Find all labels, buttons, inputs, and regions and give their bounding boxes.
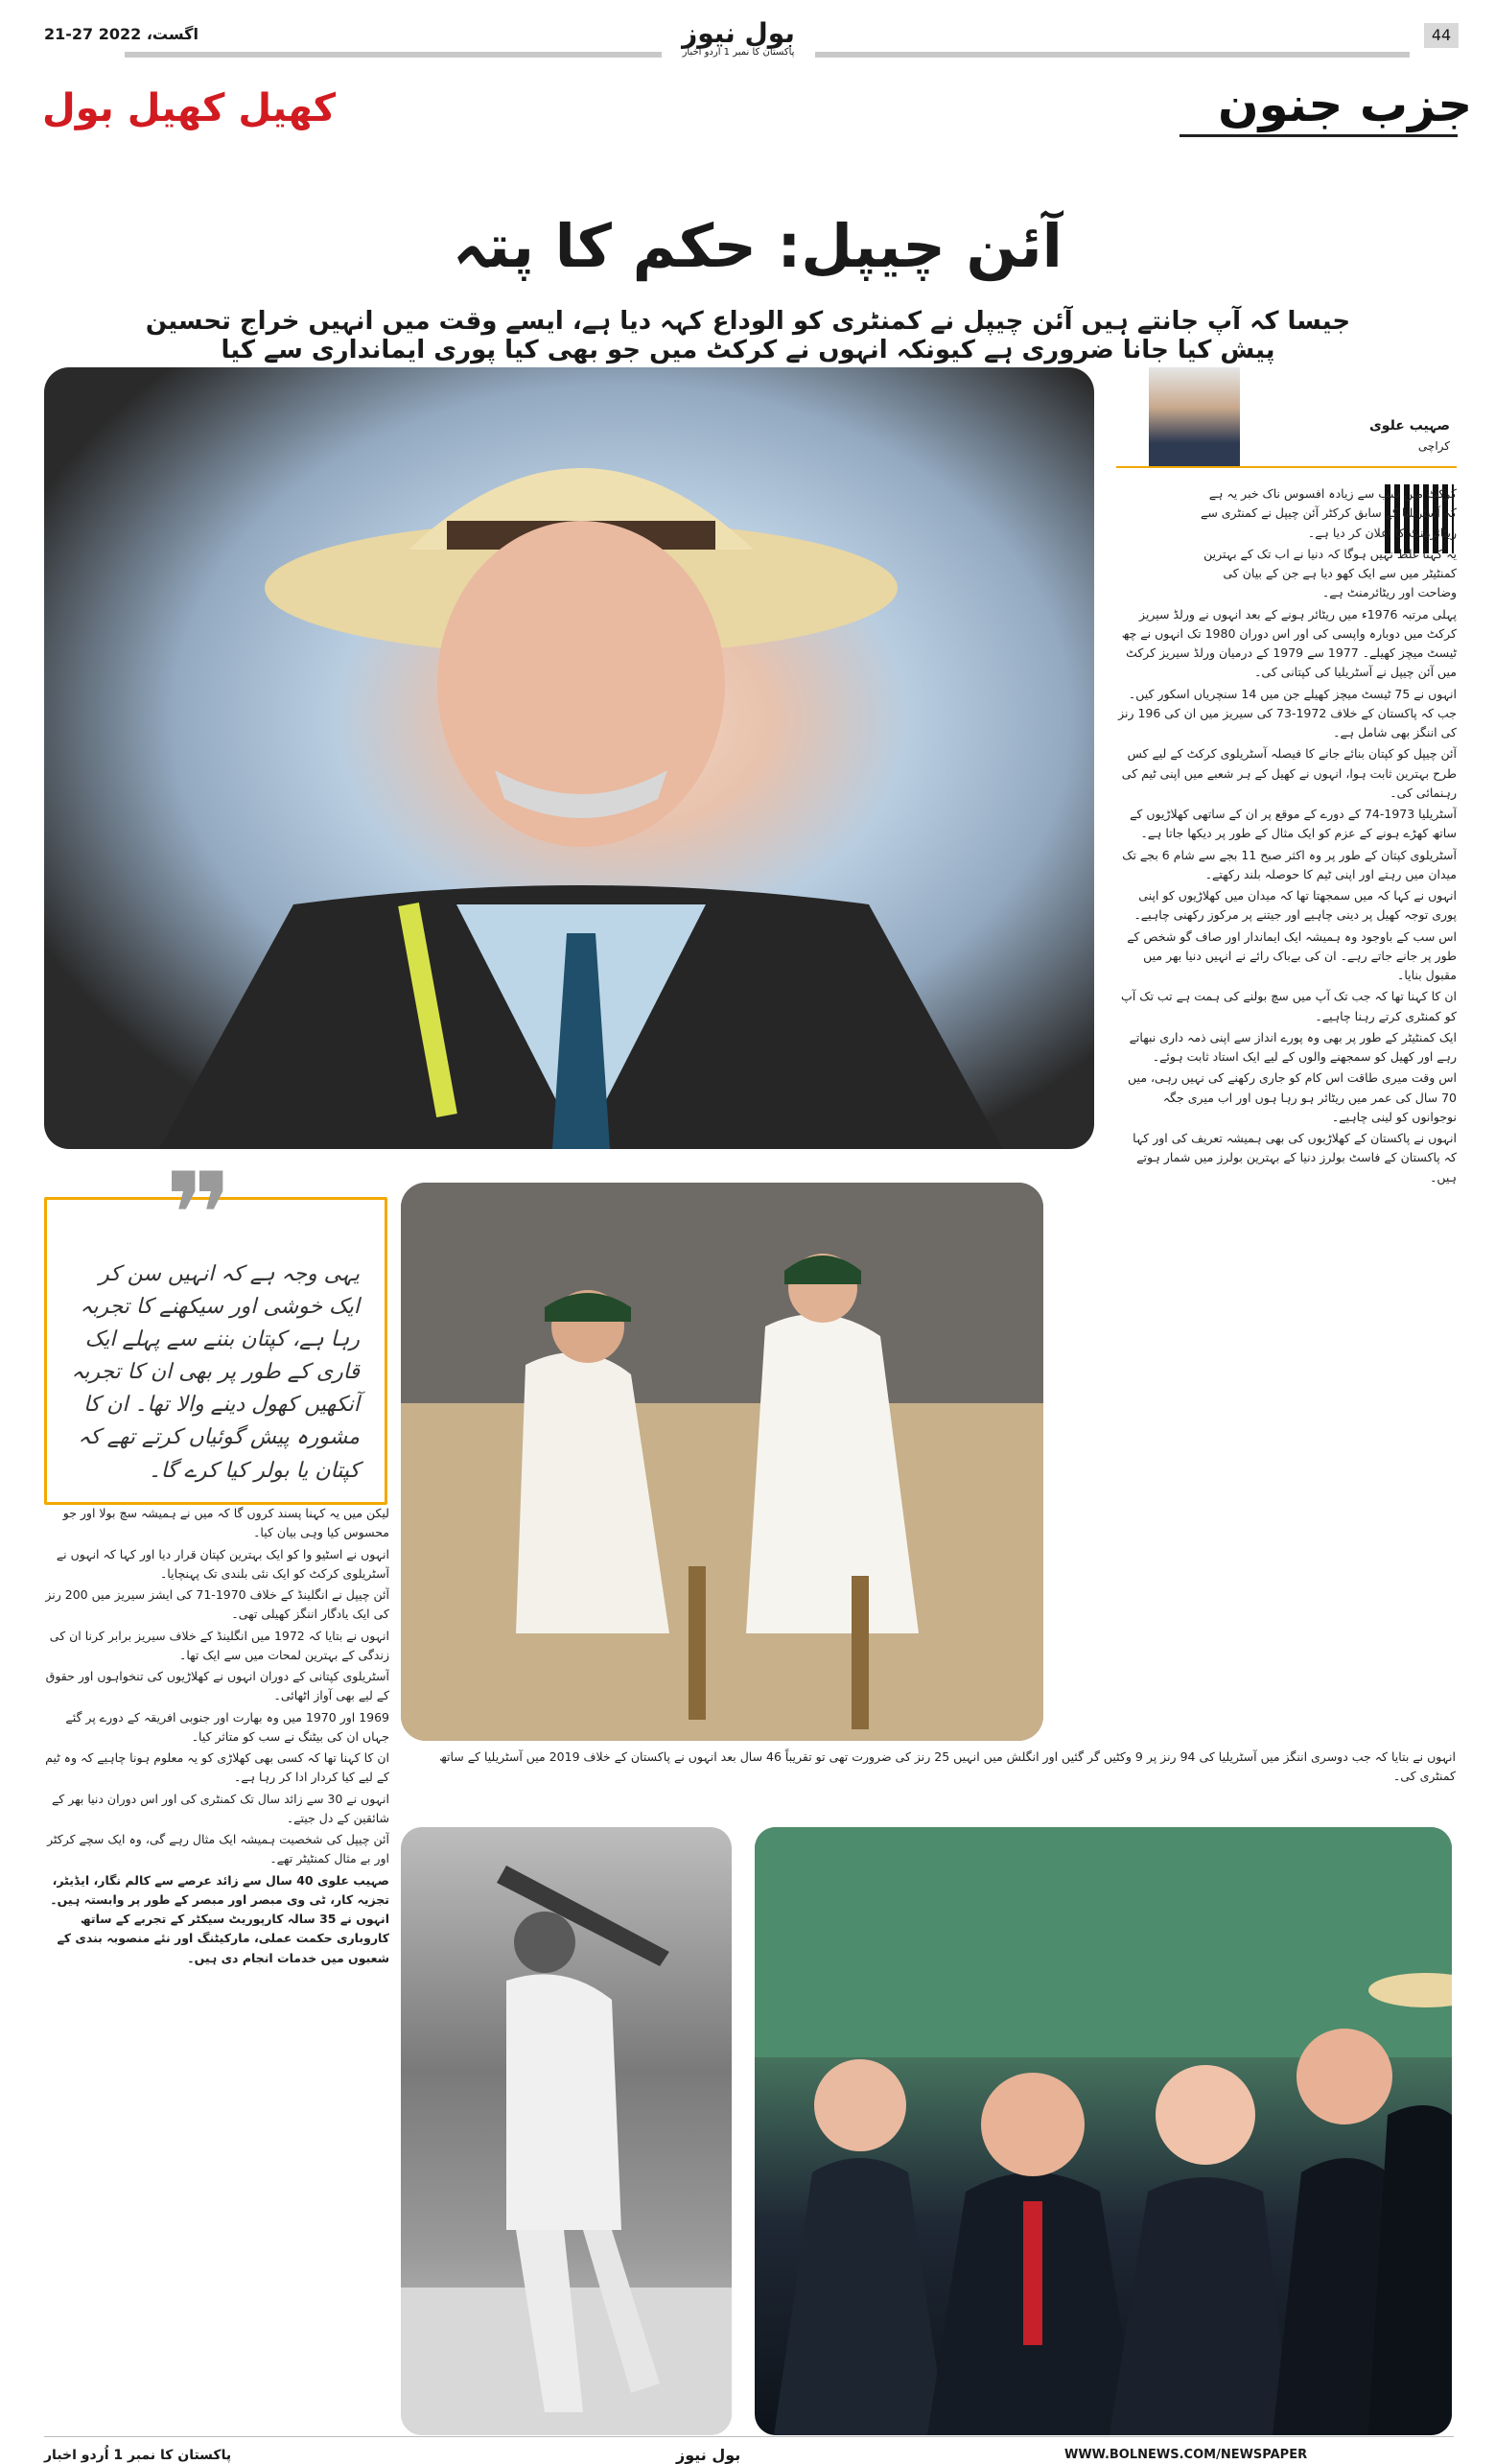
section-logo-sports: کھیل کھیل بول bbox=[42, 86, 337, 130]
paragraph: انہوں نے کہا کہ میں سمجھتا تھا کہ میدان میں کھلاڑیوں کو اپنی پوری توجہ کھیل پر دینی چاہیے اور جیتنے پر مرکوز رکھنی چاہیے۔ bbox=[1133, 888, 1457, 923]
author-city: کراچی bbox=[1417, 439, 1450, 453]
photo-chappell-walking-out bbox=[401, 1183, 1043, 1741]
page-number: 44 bbox=[1424, 23, 1459, 48]
pullquote-text: یہی وجہ ہے کہ انہیں سن کر ایک خوشی اور سیکھنے کا تجربہ رہا ہے، کپتان بننے سے پہلے ایک قاری کے طور پر بھی ان کا تجربہ آنکھیں کھول دینے والا تھا۔ ان کا مشورہ پیش گوئیاں کرتے تھے کہ کپتان یا بولر کیا کرے گا۔ bbox=[71, 1262, 360, 1483]
quote-icon: ❞ bbox=[165, 1149, 233, 1282]
article-body-middle bbox=[401, 1748, 1456, 1824]
paragraph: انہوں نے اسٹیو وا کو ایک بہترین کپتان قرار دیا اور کہا کہ انہوں نے آسٹریلوی کرکٹ کو ایک نئی بلندی تک پہنچایا۔ bbox=[56, 1546, 389, 1581]
paragraph: ان کا کہنا تھا کہ کسی بھی کھلاڑی کو یہ معلوم ہونا چاہیے کہ وہ ٹیم کے لیے کیا کردار ادا کر رہا ہے۔ bbox=[45, 1750, 389, 1785]
paragraph: اس وقت میری طاقت اس کام کو جاری رکھنے کی نہیں رہی، میں 70 سال کی عمر میں ریٹائر ہو رہا ہوں اور اب میری جگہ نوجوانوں کو لینی چاہیے۔ bbox=[1128, 1070, 1457, 1124]
paragraph: پہلی مرتبہ 1976ء میں ریٹائر ہونے کے بعد انہوں نے ورلڈ سیریز کرکٹ میں دوبارہ واپسی کی اور اس دوران 1980 تک انہوں نے چھ ٹیسٹ میچز کھیلے۔ 1977 سے 1979 کے درمیان ورلڈ سیریز کرکٹ میں آئن چیپل نے آسٹریلیا کی کپتانی کی۔ bbox=[1121, 606, 1457, 680]
author-bio: صہیب علوی 40 سال سے زائد عرصے سے کالم نگار، ایڈیٹر، تجزیہ کار، ٹی وی مبصر اور مبصر کے طور پر وابستہ ہیں۔ انہوں نے 35 سالہ کارپوریٹ سیکٹر کے تجربے کے ساتھ کاروباری حکمت عملی، مارکیٹنگ اور نئے منصوبہ بندی کے شعبوں میں خدمات انجام دی ہیں۔ bbox=[50, 1872, 389, 1965]
author-photo bbox=[1149, 367, 1240, 468]
footer-website-link[interactable]: WWW.BOLNEWS.COM/NEWSPAPER bbox=[1064, 2448, 1308, 2462]
batting-photo-illustration bbox=[401, 1827, 732, 2435]
paragraph: انہوں نے 30 سے زائد سال تک کمنٹری کی اور اس دوران دنیا بھر کے شائقین کے دل جیتے۔ bbox=[51, 1791, 389, 1825]
paragraph: کرکٹ میں سب سے زیادہ افسوس ناک خبر یہ ہے کہ آسٹریلیا کے سابق کرکٹر آئن چیپل نے کمنٹری سے ریٹائرمنٹ کا اعلان کر دیا ہے۔ bbox=[1201, 486, 1457, 540]
paragraph: آئن چیپل کو کپتان بنائے جانے کا فیصلہ آسٹریلوی کرکٹ کے لیے کس طرح بہترین ثابت ہوا، انہوں نے کھیل کے ہر شعبے میں اپنی ٹیم کی رہنمائی کی۔ bbox=[1121, 746, 1457, 800]
masthead-tagline: پاکستان کا نمبر 1 اردو اخبار bbox=[682, 47, 795, 58]
footer-tagline: پاکستان کا نمبر 1 اُردو اخبار bbox=[44, 2448, 232, 2463]
paragraph: لیکن میں یہ کہنا پسند کروں گا کہ میں نے ہمیشہ سچ بولا اور جو محسوس کیا وہی بیان کیا۔ bbox=[62, 1506, 389, 1540]
paragraph: ان کا کہنا تھا کہ جب تک آپ میں سچ بولنے کی ہمت ہے تب تک آپ کو کمنٹری کرتے رہنا چاہیے۔ bbox=[1121, 989, 1457, 1023]
paragraph: 1969 اور 1970 میں وہ بھارت اور جنوبی افریقہ کے دورے پر گئے جہاں ان کی بیٹنگ نے سب کو متاثر کیا۔ bbox=[65, 1709, 389, 1744]
masthead[interactable] bbox=[671, 17, 806, 58]
paragraph: آئن چیپل نے انگلینڈ کے خلاف 1970-71 کی ایشز سیریز میں 200 رنز کی ایک یادگار اننگز کھیلی تھی۔ bbox=[45, 1587, 389, 1622]
paragraph: آسٹریلوی کپتان کے طور پر وہ اکثر صبح 11 بجے سے شام 6 بجے تک میدان میں رہتے اور اپنی ٹیم کا حوصلہ بلند رکھتے۔ bbox=[1122, 847, 1457, 881]
header-rule-right bbox=[815, 52, 1410, 58]
author-name: صہیب علوی bbox=[1368, 418, 1450, 434]
paragraph: اس سب کے باوجود وہ ہمیشہ ایک ایماندار اور صاف گو شخص کے طور پر جانے جاتے رہے۔ ان کی بےباک رائے نے انہیں دنیا بھر میں مقبول بنایا۔ bbox=[1127, 928, 1457, 982]
paragraph: انہوں نے 75 ٹیسٹ میچز کھیلے جن میں 14 سنچریاں اسکور کیں۔ جب کہ پاکستان کے خلاف 1972-73 کی سیریز میں ان کی 196 رنز کی اننگز بھی شامل ہے۔ bbox=[1118, 686, 1457, 739]
footer-rule bbox=[44, 2436, 1454, 2437]
section-underline bbox=[1180, 134, 1458, 137]
article-body-left bbox=[44, 1504, 389, 2434]
article-body-right bbox=[1116, 484, 1457, 1803]
article-subheadline: جیسا کہ آپ جانتے ہیں آئن چیپل نے کمنٹری کو الوداع کہہ دیا ہے، ایسے وقت میں انہیں خراج تحسین پیش کیا جانا ضروری ہے کیونکہ انہوں نے کرکٹ میں جو بھی کیا پوری ایمانداری سے کیا bbox=[145, 307, 1351, 364]
author-divider bbox=[1116, 466, 1457, 468]
paragraph: آسٹریلیا 1973-74 کے دورے کے موقع پر ان کے ساتھی کھلاڑیوں کے ساتھ کھڑے ہونے کے عزم کو ایک مثال کے طور پر دیکھا جاتا ہے۔ bbox=[1130, 807, 1457, 841]
team-photo-illustration bbox=[401, 1183, 1043, 1741]
group-photo-illustration bbox=[755, 1827, 1452, 2435]
portrait-illustration bbox=[44, 367, 1094, 1149]
section-title: جزب جنون bbox=[1218, 77, 1473, 132]
masthead-logo: بول نیوز bbox=[682, 17, 795, 49]
header-rule-left bbox=[125, 52, 662, 58]
paragraph: ایک کمنٹیٹر کے طور پر بھی وہ پورے انداز سے اپنی ذمہ داری نبھاتے رہے اور کھیل کو سمجھنے والوں کے لیے ایک استاد ثابت ہوئے۔ bbox=[1129, 1029, 1457, 1064]
paragraph: یہ کہنا غلط نہیں ہوگا کہ دنیا نے اب تک کے بہترین کمنٹیٹر میں سے ایک کھو دیا ہے جن کے بیان کی وضاحت اور ریٹائرمنٹ ہے۔ bbox=[1203, 546, 1457, 600]
issue-date: 21-27 اگست، 2022 bbox=[44, 25, 199, 43]
paragraph: انہوں نے بتایا کہ جب دوسری اننگز میں آسٹریلیا کی 94 رنز پر 9 وکٹیں گر گئیں اور انگلش میں انہیں 25 رنز کی ضرورت تھی تو تقریباً 46 سال بعد انہوں نے پاکستان کے خلاف 2019 میں آسٹریلیا کے ساتھ کمنٹری کی۔ bbox=[439, 1749, 1456, 1784]
photo-chappell-batting bbox=[401, 1827, 732, 2435]
photo-legends-group bbox=[755, 1827, 1452, 2435]
paragraph: آسٹریلوی کپتانی کے دوران انہوں نے کھلاڑیوں کی تنخواہوں اور حقوق کے لیے بھی آواز اٹھائی۔ bbox=[45, 1669, 389, 1703]
article-headline: آئن چیپل: حکم کا پتہ bbox=[453, 211, 1063, 281]
paragraph: آئن چیپل کی شخصیت ہمیشہ ایک مثال رہے گی، وہ ایک سچے کرکٹر اور بے مثال کمنٹیٹر تھے۔ bbox=[47, 1832, 389, 1866]
paragraph: انہوں نے پاکستان کے کھلاڑیوں کی بھی ہمیشہ تعریف کی اور کہا کہ پاکستان کے فاسٹ بولرز دنیا کے بہترین بولرز میں شمار ہوتے ہیں۔ bbox=[1133, 1131, 1457, 1185]
footer-logo: بول نیوز bbox=[676, 2446, 741, 2464]
paragraph: انہوں نے بتایا کہ 1972 میں انگلینڈ کے خلاف سیریز برابر کرنا ان کی زندگی کے بہترین لمحات میں سے ایک تھا۔ bbox=[49, 1628, 389, 1662]
main-photo-ian-chappell bbox=[44, 367, 1094, 1149]
